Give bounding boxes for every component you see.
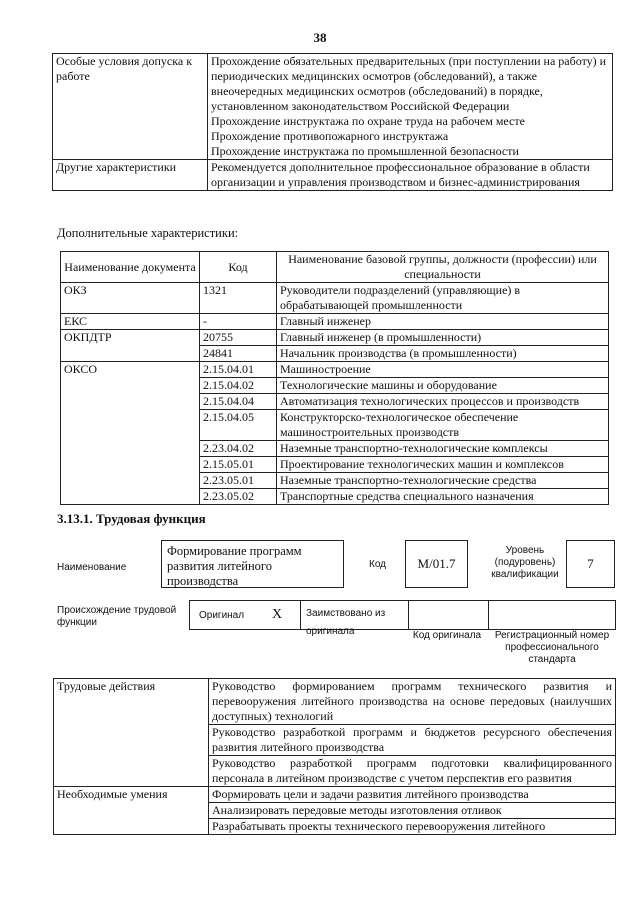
name-cell: Главный инженер (в промышленности)	[277, 330, 609, 346]
doc-cell: ОКПДТР	[61, 330, 200, 362]
row-content	[208, 160, 613, 191]
condition-line: Прохождение противопожарного инструктажа	[211, 129, 449, 143]
table-row	[54, 787, 616, 803]
column-header: Наименование документа	[61, 252, 200, 283]
code-cell: 2.15.04.05	[200, 410, 277, 441]
column-header: Код	[200, 252, 277, 283]
code-cell: 2.23.05.02	[200, 489, 277, 505]
original-box	[189, 600, 301, 630]
code-cell: 2.23.04.02	[200, 441, 277, 457]
name-cell: Машиностроение	[277, 362, 609, 378]
code-caption: Код оригинала	[412, 630, 482, 641]
extra-characteristics-table	[60, 251, 609, 505]
table-row	[53, 160, 613, 191]
row-label: Трудовые действия	[54, 679, 209, 787]
action-item: Руководство разработкой программ и бюджетов ресурсного обеспечения развития литейного производства	[209, 725, 616, 756]
original-label: Оригинал	[199, 610, 245, 621]
action-item: Руководство разработкой программ подготовки квалифицированного персонала в литейном производстве с учетом перспектив его развития	[209, 756, 616, 787]
column-header: Наименование базовой группы, должности (профессии) или специальности	[277, 252, 609, 283]
action-item: Руководство формированием программ технического развития и перевооружения литейного производства на основе передовых (наилучших доступных) технологий	[209, 679, 616, 725]
doc-cell: ОКЗ	[61, 283, 200, 314]
condition-line: Прохождение инструктажа по промышленной безопасности	[211, 144, 519, 158]
table-header-row	[61, 252, 609, 283]
original-code-box	[408, 600, 489, 630]
name-cell: Технологические машины и оборудование	[277, 378, 609, 394]
condition-line: Рекомендуется дополнительное профессиональное образование в области организации и управления производством и бизнес-администрирования	[211, 160, 590, 189]
name-cell: Начальник производства (в промышленности)	[277, 346, 609, 362]
code-cell: 2.15.04.04	[200, 394, 277, 410]
code-cell: 1321	[200, 283, 277, 314]
origin-label: Происхождение трудовой функции	[57, 605, 177, 628]
page-number: 38	[313, 30, 327, 45]
actions-table	[53, 678, 616, 835]
doc-cell: ОКСО	[61, 362, 200, 505]
name-cell: Руководители подразделений (управляющие) в обрабатывающей промышленности	[277, 283, 609, 314]
row-label: Другие характеристики	[53, 160, 208, 191]
code-cell: 24841	[200, 346, 277, 362]
reg-caption: Регистрационный номер профессионального стандарта	[494, 630, 610, 665]
row-label: Особые условия допуска к работе	[53, 54, 208, 160]
code-cell: 2.15.04.02	[200, 378, 277, 394]
name-cell: Главный инженер	[277, 314, 609, 330]
original-mark: X	[272, 607, 283, 622]
function-code-box: M/01.7	[405, 540, 468, 588]
table-row	[61, 362, 609, 378]
row-content	[208, 54, 613, 160]
name-label: Наименование	[57, 562, 127, 573]
table-row	[53, 54, 613, 160]
table-row	[54, 679, 616, 725]
skill-item: Формировать цели и задачи развития литейного производства	[209, 787, 616, 803]
code-cell: 2.15.04.01	[200, 362, 277, 378]
code-cell: 20755	[200, 330, 277, 346]
function-name-box: Формирование программ развития литейного производства	[161, 540, 344, 588]
table-row	[61, 283, 609, 314]
section-title: 3.13.1. Трудовая функция	[57, 511, 206, 526]
extra-title: Дополнительные характеристики:	[57, 226, 239, 240]
code-cell: 2.23.05.01	[200, 473, 277, 489]
conditions-table	[52, 53, 613, 191]
name-cell: Автоматизация технологических процессов и производств	[277, 394, 609, 410]
row-label: Необходимые умения	[54, 787, 209, 835]
borrowed-label: Заимствовано из оригинала	[306, 608, 386, 637]
borrowed-box	[300, 600, 409, 637]
skill-item: Анализировать передовые методы изготовления отливок	[209, 803, 616, 819]
condition-line: Прохождение обязательных предварительных (при поступлении на работу) и периодических медицинских осмотров (обследований), а также внеочередных медицинских осмотров (обследований) в порядке, установленном законодательством Российской Федерации	[211, 54, 607, 113]
code-cell: 2.15.05.01	[200, 457, 277, 473]
code-cell: -	[200, 314, 277, 330]
reg-number-box	[488, 600, 616, 630]
name-cell: Наземные транспортно-технологические средства	[277, 473, 609, 489]
table-row	[61, 330, 609, 346]
name-cell: Конструкторско-технологическое обеспечение машиностроительных производств	[277, 410, 609, 441]
condition-line: Прохождение инструктажа по охране труда на рабочем месте	[211, 114, 525, 128]
level-label: Уровень (подуровень) квалификации	[491, 545, 559, 580]
name-cell: Транспортные средства специального назначения	[277, 489, 609, 505]
level-box: 7	[566, 540, 615, 588]
doc-cell: ЕКС	[61, 314, 200, 330]
skill-item: Разрабатывать проекты технического перевооружения литейного	[209, 819, 616, 835]
name-cell: Наземные транспортно-технологические комплексы	[277, 441, 609, 457]
table-row	[61, 314, 609, 330]
name-cell: Проектирование технологических машин и комплексов	[277, 457, 609, 473]
code-label: Код	[369, 559, 387, 570]
